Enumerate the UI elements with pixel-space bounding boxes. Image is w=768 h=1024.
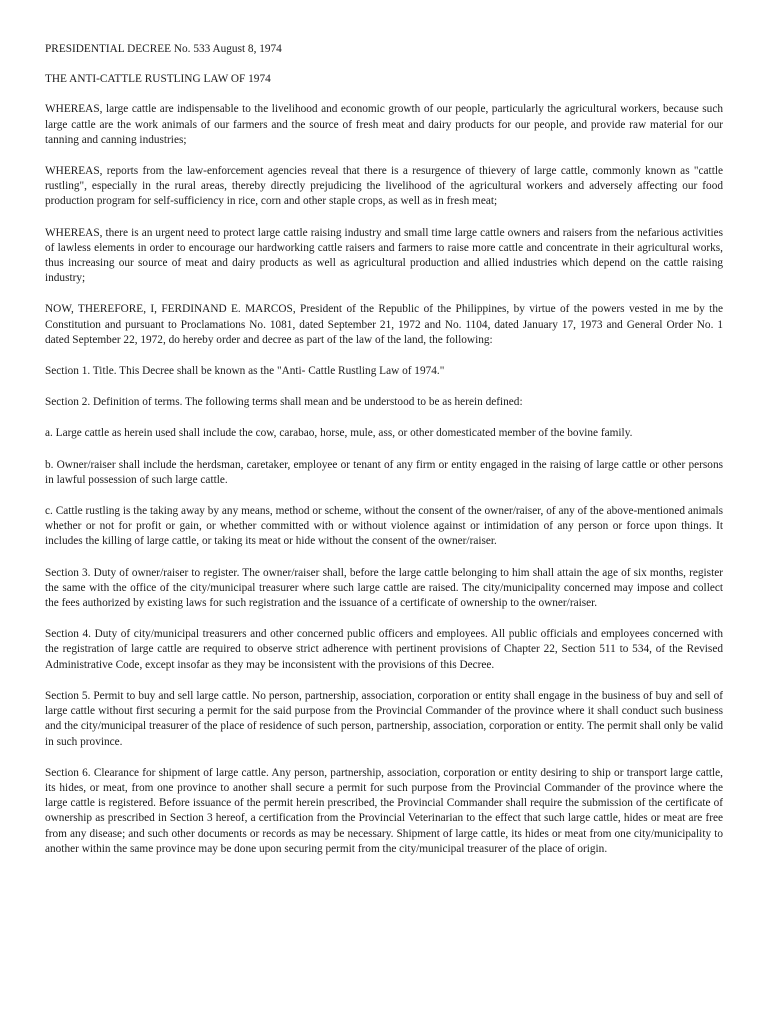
section-6: Section 6. Clearance for shipment of large cattle. Any person, partnership, association, corporation or entity desiring to ship or transport large cattle, its hides, or meat, from one province to another shall secure a permit for such purpose from the Provincial Commander of the province where the large cattle is registered. Before issuance of the permit herein prescribed, the Provincial Commander shall require the submission of the certificate of ownership as prescribed in Section 3 hereof, a certification from the Provincial Veterinarian to the effect that such large cattle, hides or meat are free from any disease; and such other documents or records as may be necessary. Shipment of large cattle, its hides or meat from one city/municipality to another within the same province may be done upon securing permit from the city/municipal treasurer of the place of origin.	[45, 766, 723, 855]
whereas-clause-1: WHEREAS, large cattle are indispensable to the livelihood and economic growth of our people, particularly the agricultural workers, because such large cattle are the work animals of our farmers and the source of fresh meat and dairy products for our people, and provide raw material for our tanning and canning industries;	[45, 103, 723, 146]
law-title: THE ANTI-CATTLE RUSTLING LAW OF 1974	[45, 73, 271, 86]
enacting-clause: NOW, THEREFORE, I, FERDINAND E. MARCOS, President of the Republic of the Philippines, by virtue of the powers vested in me by the Constitution and pursuant to Proclamations No. 1081, dated September 21, 1972 and No. 1104, dated January 17, 1973 and General Order No. 1 dated September 22, 1972, do hereby order and decree as part of the law of the land, the following:	[45, 303, 723, 346]
section-4: Section 4. Duty of city/municipal treasurers and other concerned public officers and employees. All public officials and employees concerned with the registration of large cattle are required to observe strict adherence with pertinent provisions of Chapter 22, Section 511 to 534, of the Revised Administrative Code, except insofar as they may be inconsistent with the provisions of this Decree.	[45, 628, 723, 671]
definition-b: b. Owner/raiser shall include the herdsman, caretaker, employee or tenant of any firm or entity engaged in the raising of large cattle or other persons in lawful possession of such large cattle.	[45, 458, 723, 486]
whereas-clause-2: WHEREAS, reports from the law-enforcement agencies reveal that there is a resurgence of thievery of large cattle, commonly known as "cattle rustling", especially in the rural areas, thereby directly prejudicing the livelihood of the agricultural workers and adversely affecting our food production program for self-sufficiency in rice, corn and other staple crops, as well as in fresh meat;	[45, 165, 723, 208]
section-3: Section 3. Duty of owner/raiser to register. The owner/raiser shall, before the large cattle belonging to him shall attain the age of six months, register the same with the office of the city/municipal treasurer where such large cattle are raised. The city/municipality concerned may impose and collect the fees authorized by existing laws for such registration and the issuance of a certificate of ownership to the owner/raiser.	[45, 566, 723, 610]
decree-heading: PRESIDENTIAL DECREE No. 533 August 8, 1974	[45, 43, 282, 55]
definition-a: a. Large cattle as herein used shall include the cow, carabao, horse, mule, ass, or other domesticated member of the bovine family.	[45, 427, 633, 440]
definition-c: c. Cattle rustling is the taking away by any means, method or scheme, without the consent of the owner/raiser, of any of the above-mentioned animals whether or not for profit or gain, or whether committed with or without violence against or intimidation of any person or force upon things. It includes the killing of large cattle, or taking its meat or hide without the consent of the owner/raiser.	[45, 505, 723, 548]
section-5: Section 5. Permit to buy and sell large cattle. No person, partnership, association, corporation or entity shall engage in the business of buy and sell of large cattle without first securing a permit for the said purpose from the Provincial Commander of the province where it shall conduct such business and the city/municipal treasurer of the place of residence of such person, partnership, association, corporation or entity. The permit shall only be valid in such province.	[45, 689, 723, 748]
whereas-clause-3: WHEREAS, there is an urgent need to protect large cattle raising industry and small time large cattle owners and raisers from the nefarious activities of lawless elements in order to encourage our hardworking cattle raisers and farmers to raise more cattle and concentrate in their agricultural works, thus increasing our source of meat and dairy products as well as agricultural production and allied industries which depend on the cattle raising industry;	[45, 226, 723, 285]
section-2: Section 2. Definition of terms. The following terms shall mean and be understood to be as herein defined:	[45, 396, 523, 409]
section-1: Section 1. Title. This Decree shall be known as the "Anti- Cattle Rustling Law of 1974."	[45, 365, 445, 378]
document-page	[45, 42, 723, 873]
